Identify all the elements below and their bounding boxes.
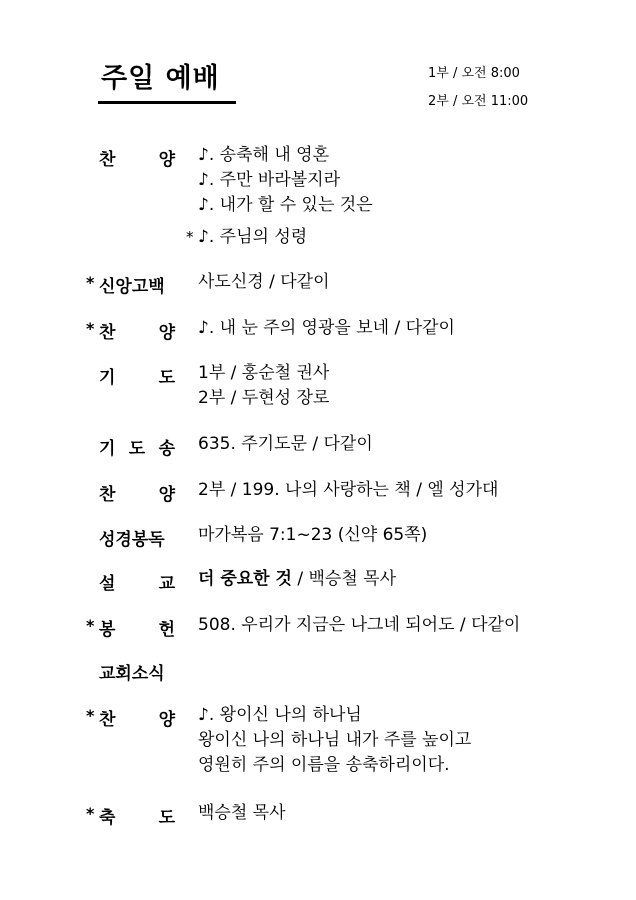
order-content: 2부 / 199. 나의 사랑하는 책 / 엘 성가대 — [198, 480, 499, 500]
order-label: 설 교 — [99, 574, 175, 594]
hymn-line: ♪. 주님의 성령 — [198, 227, 308, 247]
order-label: 성경봉독 — [99, 530, 165, 550]
order-content — [198, 703, 471, 778]
hymn-line: 왕이신 나의 하나님 내가 주를 높이고 — [198, 730, 472, 750]
order-content: 사도신경 / 다같이 — [198, 272, 330, 292]
prayer-line: 2부 / 두현성 장로 — [198, 388, 330, 408]
service-time-2: 2부 / 오전 11:00 — [428, 94, 529, 109]
hymn-line: ♪. 주만 바라볼지라 — [198, 170, 341, 190]
order-content: 마가복음 7:1~23 (신약 65쪽) — [198, 525, 428, 545]
title-underline — [98, 101, 236, 104]
order-label: 신앙고백 — [99, 277, 165, 297]
standing-mark: * — [86, 616, 95, 635]
order-content: 508. 우리가 지금은 나그네 되어도 / 다같이 — [198, 615, 521, 635]
order-content: ♪. 내 눈 주의 영광을 보네 / 다같이 — [198, 318, 455, 338]
order-label: 찬 양 — [99, 710, 175, 730]
order-label: 교회소식 — [99, 664, 165, 684]
order-content: 백승철 목사 — [198, 803, 286, 823]
hymn-line: ♪. 왕이신 나의 하나님 — [198, 705, 362, 725]
order-content — [198, 143, 373, 218]
standing-mark: * — [86, 273, 95, 292]
standing-mark: * — [186, 228, 194, 246]
standing-mark: * — [86, 804, 95, 823]
hymn-line: ♪. 내가 할 수 있는 것은 — [198, 195, 373, 215]
prayer-line: 1부 / 홍순철 권사 — [198, 363, 330, 383]
service-time-1: 1부 / 오전 8:00 — [428, 66, 520, 81]
order-content — [198, 567, 396, 592]
standing-mark: * — [86, 706, 95, 725]
page-title: 주일 예배 — [101, 63, 220, 94]
sermon-title: 더 중요한 것 — [198, 569, 292, 589]
order-label: 봉 헌 — [99, 620, 175, 640]
hymn-line: ♪. 송축해 내 영혼 — [198, 145, 329, 165]
order-label: 기 도 송 — [99, 439, 175, 459]
order-content: 635. 주기도문 / 다같이 — [198, 434, 373, 454]
hymn-line: 영원히 주의 이름을 송축하리이다. — [198, 755, 450, 775]
order-label: 찬 양 — [99, 150, 175, 170]
order-label: 찬 양 — [99, 485, 175, 505]
order-content — [198, 361, 329, 411]
sermon-preacher: / 백승철 목사 — [291, 569, 397, 589]
order-label: 축 도 — [99, 808, 175, 828]
order-label: 찬 양 — [99, 323, 175, 343]
standing-mark: * — [86, 319, 95, 338]
order-label: 기 도 — [99, 368, 175, 388]
